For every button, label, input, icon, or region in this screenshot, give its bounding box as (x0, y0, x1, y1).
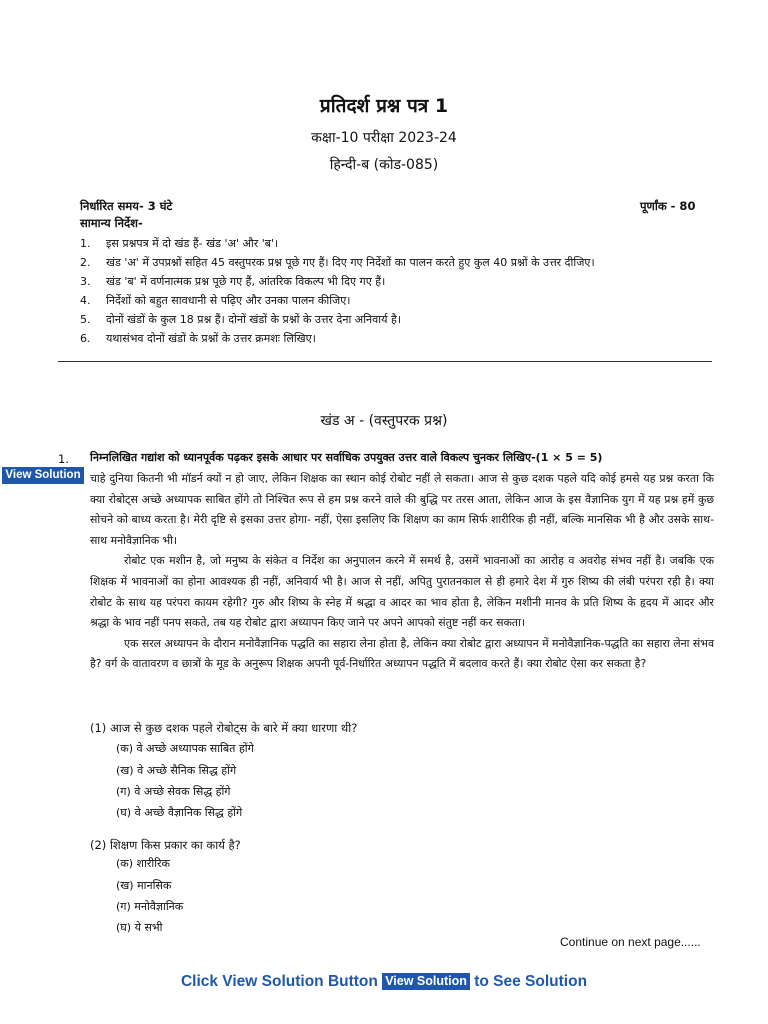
instruction-text: खंड 'अ' में उपप्रश्नों सहित 45 वस्तुपरक प्रश्न पूछे गए हैं। दिए गए निर्देशों का पालन करते हुए कुल 40 प्रश्नों के उत्तर दीजिए। (106, 256, 595, 269)
instruction-text: इस प्रश्नपत्र में दो खंड हैं- खंड 'अ' और 'ब'। (106, 237, 279, 250)
view-solution-button[interactable]: View Solution (2, 467, 84, 484)
option-d: (घ) वे अच्छे वैज्ञानिक सिद्ध होंगे (116, 806, 243, 819)
option-b: (ख) वे अच्छे सैनिक सिद्ध होंगे (116, 764, 237, 777)
instruction-item (80, 329, 720, 348)
option-a: (क) शारीरिक (116, 857, 171, 870)
option-b: (ख) मानसिक (116, 879, 172, 892)
question-number: 1. (58, 452, 69, 466)
instructions-heading: सामान्य निर्देश- (80, 216, 143, 230)
time-allowed: निर्धारित समय- 3 घंटे (80, 199, 173, 213)
instruction-item (80, 291, 720, 310)
option-c: (ग) वे अच्छे सेवक सिद्ध होंगे (116, 785, 231, 798)
question-heading: निम्नलिखित गद्यांश को ध्यानपूर्वक पढ़कर इसके आधार पर सर्वाधिक उपयुक्त उत्तर वाले विकल्प चुनकर लिखिए-(1 × 5 = 5) (90, 451, 603, 464)
continue-note: Continue on next page...... (560, 935, 701, 949)
passage-paragraph: रोबोट एक मशीन है, जो मनुष्य के संकेत व निर्देश का अनुपालन करने में समर्थ है, उसमें भावनाओं का आरोह व अवरोह संभव नहीं है। जबकि एक शिक्षक में भावनाओं का होना आवश्यक ही नहीं, अनिवार्य भी है। आज से नहीं, अपितु पुरातनकाल से ही हमारे देश में गुरु शिष्य की लंबी परंपरा रही है। क्या रोबोट के साथ यह परंपरा कायम रहेगी? गुरु और शिष्य के स्नेह में श्रद्धा व आदर का भाव होता है, लेकिन मशीनी मानव के प्रति शिष्य के हृदय में आदर और श्रद्धा के भाव नहीं पनप सकते, तब यह रोबोट द्वारा अध्यापन किए जाने पर अपने आपको संतुष्ट नहीं कर सकता। (90, 554, 714, 630)
instruction-number: 4. (80, 294, 91, 307)
divider (58, 361, 712, 362)
footer-text-after: to See Solution (474, 973, 588, 990)
subquestion-1: (1) आज से कुछ दशक पहले रोबोट्स के बारे में क्या धारणा थी? (90, 721, 358, 735)
passage-paragraph: एक सरल अध्यापन के दौरान मनोवैज्ञानिक पद्धति का सहारा लेना होता है, लेकिन क्या रोबोट द्वारा अध्यापन में मनोवैज्ञानिक-पद्धति का सहारा लेना संभव है? वर्ग के वातावरण व छात्रों के मूड के अनुरूप शिक्षक अपनी पूर्व-निर्धारित अध्यापन पद्धति में बदलाव करते हैं। क्या रोबोट ऐसा कर सकता है? (90, 636, 714, 671)
instruction-number: 5. (80, 313, 91, 326)
passage-paragraph: चाहे दुनिया कितनी भी मॉडर्न क्यों न हो जाए, लेकिन शिक्षक का स्थान कोई रोबोट नहीं ले सकता। आज से कुछ दशक पहले यदि कोई हमसे यह प्रश्न करता कि क्या रोबोट्स अच्छे अध्यापक साबित होंगे तो निश्चित रूप से हम प्रश्न करने वाले की बुद्धि पर तरस आता, लेकिन आज के इस वैज्ञानिक युग में यह प्रश्न हमें कुछ सोचने को बाध्य करता है। मेरी दृष्टि से इसका उत्तर होगा- नहीं, ऐसा इसलिए कि शिक्षण का काम सिर्फ शारीरिक ही नहीं, बल्कि मानसिक भी है और उसके साथ-साथ मनोवैज्ञानिक भी। (90, 472, 714, 547)
footer-view-solution-button[interactable]: View Solution (382, 973, 470, 990)
instruction-item (80, 253, 720, 272)
section-title: खंड अ - (वस्तुपरक प्रश्न) (320, 413, 448, 429)
option-d: (घ) ये सभी (116, 921, 163, 934)
instruction-number: 6. (80, 332, 91, 345)
option-a: (क) वे अच्छे अध्यापक साबित होंगे (116, 742, 254, 755)
class-exam: कक्षा-10 परीक्षा 2023-24 (311, 130, 457, 146)
instruction-number: 2. (80, 256, 91, 269)
passage (90, 469, 714, 675)
subquestion-2: (2) शिक्षण किस प्रकार का कार्य है? (90, 838, 241, 852)
instruction-text: यथासंभव दोनों खंडों के प्रश्नों के उत्तर क्रमशः लिखिए। (106, 332, 316, 345)
instructions-list (80, 234, 720, 348)
instruction-item (80, 272, 720, 291)
footer-note (0, 973, 768, 991)
max-marks: पूर्णांक - 80 (640, 199, 696, 213)
instruction-text: खंड 'ब' में वर्णनात्मक प्रश्न पूछे गए हैं, आंतरिक विकल्प भी दिए गए हैं। (106, 275, 386, 288)
option-c: (ग) मनोवैज्ञानिक (116, 900, 184, 913)
instruction-text: निर्देशों को बहुत सावधानी से पढ़िए और उनका पालन कीजिए। (106, 294, 351, 307)
instruction-item (80, 234, 720, 253)
instruction-text: दोनों खंडों के कुल 18 प्रश्न हैं। दोनों खंडों के प्रश्नों के उत्तर देना अनिवार्य है। (106, 313, 402, 326)
instruction-item (80, 310, 720, 329)
instruction-number: 3. (80, 275, 91, 288)
instruction-number: 1. (80, 237, 91, 250)
paper-title: प्रतिदर्श प्रश्न पत्र 1 (319, 95, 449, 117)
footer-text-before: Click View Solution Button (180, 973, 378, 990)
subject-code: हिन्दी-ब (कोड-085) (329, 157, 439, 173)
